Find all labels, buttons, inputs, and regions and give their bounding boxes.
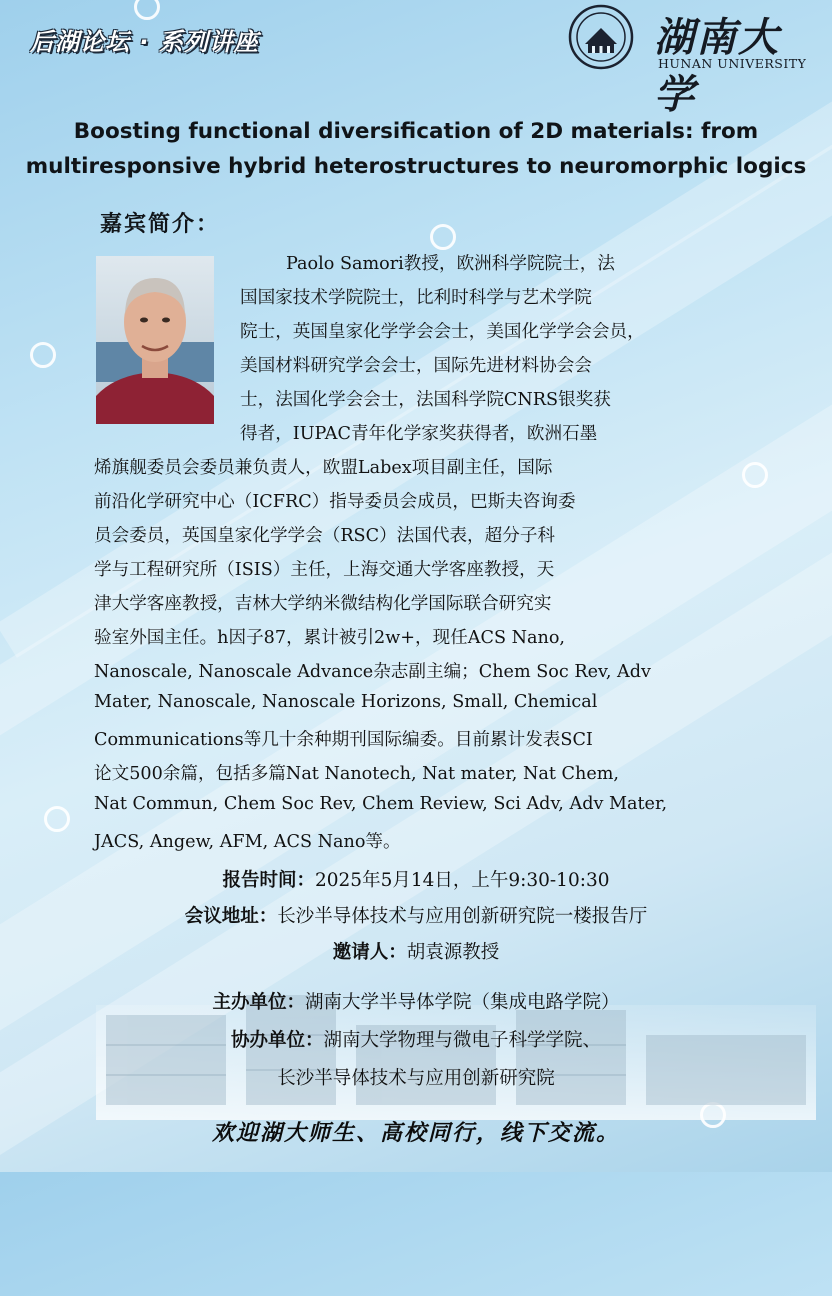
host-value: 湖南大学半导体学院（集成电路学院） — [305, 992, 620, 1013]
host-label: 主办单位： — [212, 992, 305, 1013]
bio-line: 津大学客座教授，吉林大学纳米微结构化学国际联合研究实 — [94, 594, 552, 614]
venue-value: 长沙半导体技术与应用创新研究院一楼报告厅 — [277, 906, 648, 927]
bg-bubble — [430, 224, 456, 250]
bio-line: 员会委员，英国皇家化学学会（RSC）法国代表，超分子科 — [94, 526, 556, 546]
university-name-en: HUNAN UNIVERSITY — [658, 56, 807, 71]
bio-line: 学与工程研究所（ISIS）主任，上海交通大学客座教授，天 — [94, 560, 555, 580]
bio-line: JACS, Angew, AFM, ACS Nano等。 — [94, 832, 401, 852]
series-title: 后湖论坛 · 系列讲座 — [30, 28, 259, 56]
bio-line: 院士，英国皇家化学学会会士，美国化学学会会员， — [240, 322, 645, 342]
university-seal-icon — [568, 4, 634, 70]
venue-label: 会议地址： — [184, 906, 278, 927]
bio-line: 验室外国主任。h因子87，累计被引2w+，现任ACS Nano, — [94, 628, 566, 648]
co-label: 协办单位： — [230, 1030, 324, 1051]
inviter-label: 邀请人： — [332, 942, 407, 963]
bio-line: 前沿化学研究中心（ICFRC）指导委员会成员，巴斯夫咨询委 — [94, 492, 576, 512]
time-value: 2025年5月14日，上午9:30-10:30 — [315, 870, 610, 891]
bg-bubble — [30, 342, 56, 368]
speaker-photo — [96, 256, 214, 424]
bio-line: 论文500余篇，包括多篇Nat Nanotech, Nat mater, Nat Chem, — [94, 764, 620, 784]
event-host — [0, 988, 832, 1014]
bio-line: 士，法国化学会会士，法国科学院CNRS银奖获 — [240, 390, 611, 410]
event-time — [0, 866, 832, 892]
event-inviter — [0, 938, 832, 964]
event-venue — [0, 902, 832, 928]
university-name-cn: 湖南大学 — [654, 14, 780, 118]
co-value: 湖南大学物理与微电子科学学院、 — [323, 1030, 602, 1051]
event-co-organizer — [0, 1026, 832, 1052]
bio-line: 得者，IUPAC青年化学家奖获得者，欧洲石墨 — [240, 424, 598, 444]
event-co-organizer-2 — [0, 1064, 832, 1090]
time-label: 报告时间： — [222, 870, 315, 891]
bio-line: Nat Commun, Chem Soc Rev, Chem Review, Sci Adv, Adv Mater, — [94, 794, 668, 814]
bg-bubble — [44, 806, 70, 832]
bio-line: Mater, Nanoscale, Nanoscale Horizons, Small, Chemical — [94, 692, 598, 712]
bio-line: 美国材料研究学会会士，国际先进材料协会会 — [240, 356, 592, 376]
inviter-value: 胡袁源教授 — [406, 942, 500, 963]
bio-line: Nanoscale, Nanoscale Advance杂志副主编；Chem Soc Rev, Adv — [94, 662, 651, 682]
lecture-title — [20, 114, 812, 184]
closing-message: 欢迎湖大师生、高校同行，线下交流。 — [211, 1120, 620, 1146]
guest-heading: 嘉宾简介： — [100, 211, 221, 237]
bio-line: 国国家技术学院院士，比利时科学与艺术学院 — [240, 288, 592, 308]
bio-line: Paolo Samori教授，欧洲科学院院士，法 — [286, 254, 615, 274]
title-line: Boosting functional diversification of 2D materials: from — [73, 119, 759, 144]
bg-bubble — [134, 0, 160, 20]
bio-line: 烯旗舰委员会委员兼负责人，欧盟Labex项目副主任，国际 — [94, 458, 553, 478]
title-line: multiresponsive hybrid heterostructures to neuromorphic logics — [25, 154, 807, 179]
co-value-2: 长沙半导体技术与应用创新研究院 — [277, 1068, 555, 1089]
university-logo — [568, 4, 816, 118]
bg-bubble — [742, 462, 768, 488]
bio-line: Communications等几十余种期刊国际编委。目前累计发表SCI — [94, 730, 593, 750]
